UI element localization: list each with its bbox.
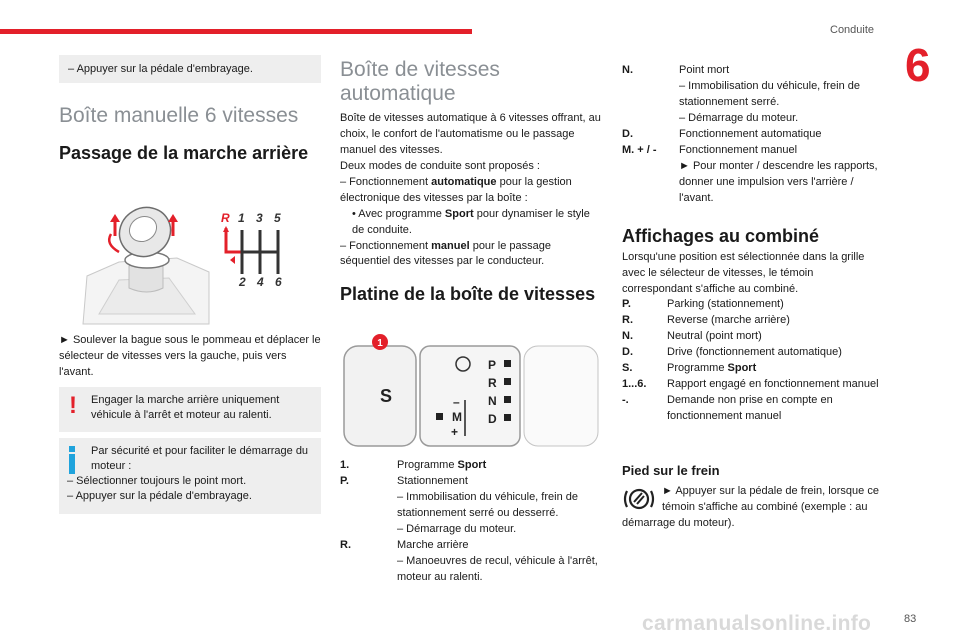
section-title-automatic: Boîte de vitesses automatique [340,58,500,106]
page-number: 83 [904,613,917,625]
panel-sport-label: S [379,386,393,406]
brake-pedal-icon [622,484,656,514]
instruction-text: ► Soulever la bague sous le pommeau et déplacer le sélecteur de vitesses vers la gauche, puis vers l'avant. [59,334,321,378]
frein-block [622,484,886,532]
svg-text:3: 3 [256,211,263,225]
intro-text: Boîte de vitesses automatique à 6 vitesses offrant, au choix, le confort de l'automatisme ou le passage manuel des vitesses. [340,112,601,156]
combine-definitions [622,297,884,425]
svg-text:R: R [221,211,230,225]
panel-r-label: R [488,376,497,390]
panel-plus-label: + [451,425,459,439]
svg-text:1: 1 [238,211,245,225]
automatic-intro [340,111,602,270]
combine-row-p: P. Parking (stationnement) [622,298,784,310]
combine-row-n: N. Neutral (point mort) [622,329,762,342]
info-line-2: – Sélectionner toujours le point mort. [67,474,247,487]
chapter-title: Conduite [830,24,875,36]
mode-automatic: – Fonctionnement automatique pour la gestion électronique des vitesses par la boîte : [340,175,572,204]
svg-text:4: 4 [257,275,264,289]
panel-p-label: P [488,358,497,372]
panel-d-label: D [488,412,497,426]
combine-row-d: D. Drive (fonctionnement automatique) [622,345,842,358]
chapter-accent-bar [0,29,472,34]
combine-intro: Lorsqu'une position est sélectionnée dans la grille avec le sélecteur de vitesses, le témoin correspondant s'affiche au combiné. [622,251,865,295]
warning-box [59,387,321,432]
def-row-n: N. Point mort – Immobilisation du véhicule, frein de stationnement serré. – Démarrage du moteur. [622,64,860,124]
frein-text: ► Appuyer sur la pédale de frein, lorsque ce témoin s'affiche au combiné (exemple : au démarrage du moteur). [622,485,879,529]
def-row-d: D. Fonctionnement automatique [622,127,822,140]
info-line-1: Par sécurité et pour faciliter le démarrage du moteur : [91,445,309,472]
def-row-r: R. Marche arrière – Manoeuvres de recul, véhicule à l'arrêt, moteur au ralenti. [340,538,598,583]
combine-row-gear: 1...6. Rapport engagé en fonctionnement manuel [622,377,879,390]
warning-icon: ! [69,392,77,419]
info-box [59,438,321,514]
warning-text: Engager la marche arrière uniquement véhicule à l'arrêt et moteur au ralenti. [91,394,280,421]
info-line-3: – Appuyer sur la pédale d'embrayage. [67,489,252,502]
watermark: carmanualsonline.info [642,612,872,635]
info-icon [69,446,76,474]
modes-intro: Deux modes de conduite sont proposés : [340,159,540,172]
gear-selector-panel [340,332,602,448]
frein-title: Pied sur le frein [622,463,720,478]
svg-text:5: 5 [274,211,281,225]
platine-title: Platine de la boîte de vitesses [340,284,596,304]
mode-manual: – Fonctionnement manuel pour le passage séquentiel des vitesses par le conducteur. [340,239,551,268]
combine-row-refused: -. Demande non prise en compte en fonctionnement manuel [622,393,833,422]
svg-text:2: 2 [239,275,246,289]
combine-title: Affichages au combiné [622,226,820,246]
section-title-manual: Boîte manuelle 6 vitesses [59,104,299,127]
subtitle-reverse: Passage de la marche arrière [59,143,309,163]
panel-minus-label: – [453,395,460,409]
chapter-number: 6 [905,39,931,91]
panel-callout-label: 1 [377,338,383,349]
shift-knob-diagram [59,196,321,328]
combine-row-r: R. Reverse (marche arrière) [622,313,790,326]
platine-definitions [340,458,602,586]
panel-n-label: N [488,394,497,408]
def-row-p: P. Stationnement – Immobilisation du véhicule, frein de stationnement serré ou desserré. – Démarrage du moteur. [340,474,578,535]
top-note-box [59,55,321,83]
top-note-text: – Appuyer sur la pédale d'embrayage. [68,63,253,75]
svg-text:6: 6 [275,275,282,289]
def-row-m: M. + / - Fonctionnement manuel ► Pour monter / descendre les rapports, donner une impulsion vers l'arrière / l'avant. [622,143,878,204]
combine-row-s: S. Programme Sport [622,361,757,374]
panel-m-label: M [452,410,462,424]
selector-definitions [622,63,884,206]
def-row-1: 1. Programme Sport [340,459,487,471]
mode-sport: • Avec programme Sport pour dynamiser le style de conduite. [352,207,590,236]
